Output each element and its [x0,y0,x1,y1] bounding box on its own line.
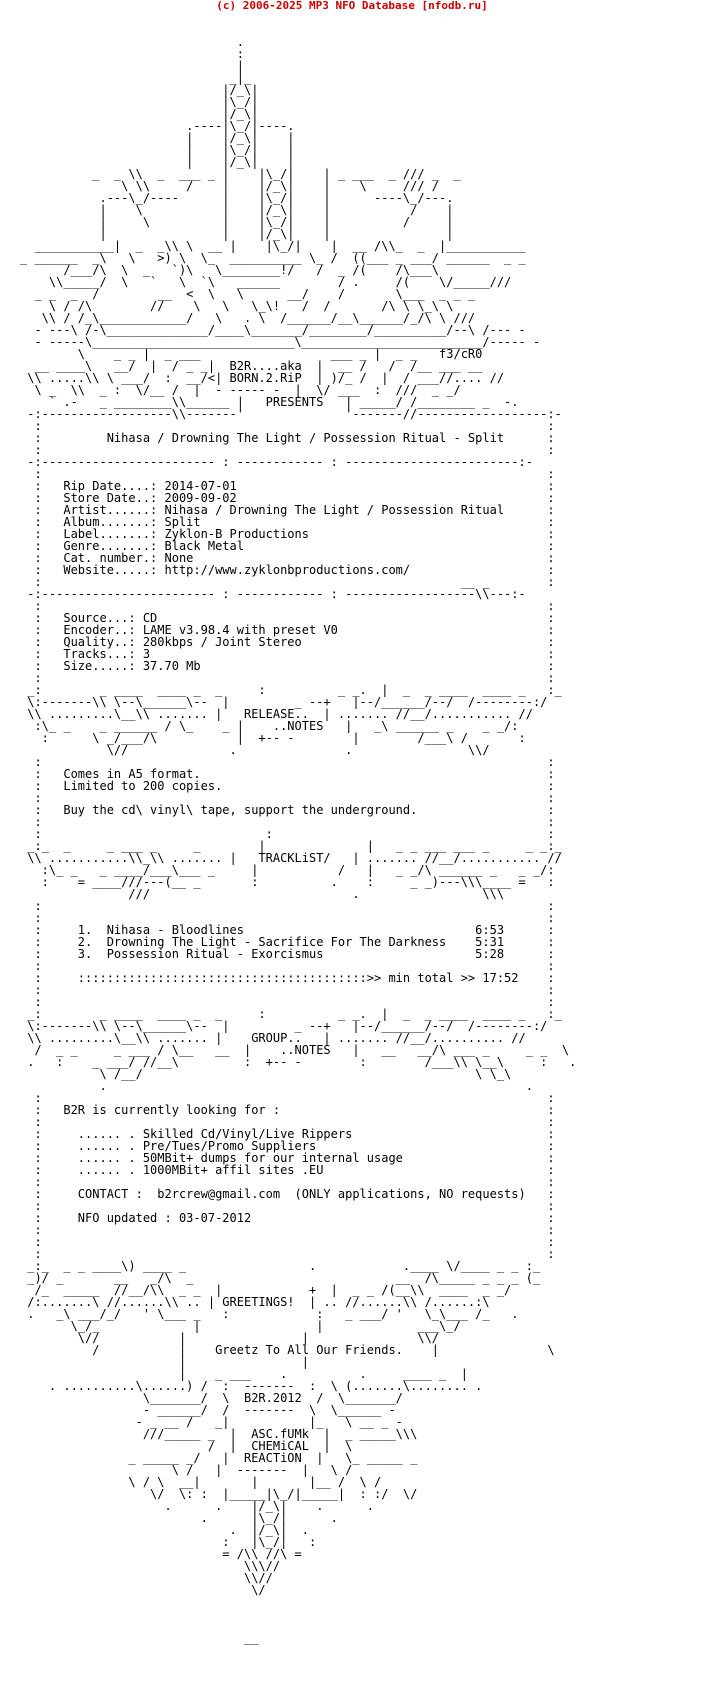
nfo-line: - -----\____________________________\_________________________/----- - [20,335,541,349]
nfo-line: : Genre.......: Black Metal : [20,539,555,553]
nfo-line: | | [20,1355,309,1369]
nfo-line: / | Greetz To All Our Friends. | \ [20,1343,555,1357]
nfo-line: : Label.......: Zyklon-B Productions : [20,527,555,541]
nfo-line: \\_____/ \ ` \ `\ ______ / . /( \/_____/// [20,275,512,289]
nfo-line: : : [20,899,555,913]
nfo-line: : NFO updated : 03-07-2012 : [20,1211,555,1225]
nfo-line: : : [20,1115,555,1129]
nfo-line: : ...... . Pre/Tues/Promo Suppliers : [20,1139,555,1153]
nfo-line: : [20,47,244,61]
nfo-line: \\ .....\\ \ ___/ : __/<| BORN.2.RiP | )/_ / | / ___//.... // [20,371,505,385]
nfo-line: : : [20,419,555,433]
nfo-line: \ \\ / | |/_\| | \ /// / [20,179,440,193]
nfo-line: \ _ _ | _ ___ ___ _ | _ _ f3/cR0 [20,347,483,361]
nfo-line: _: _ ____ ____ _ _ : _ _. | _ _ ____ ____ _ :_ [20,683,562,697]
nfo-line: : : [20,1175,555,1189]
nfo-line: . [20,35,244,49]
nfo-line: . . [20,1079,533,1093]
nfo-line: | \ | |/_\| | / | [20,203,454,217]
nfo-line: : |\_/| : [20,1535,317,1549]
nfo-line: : ::::::::::::::::::::::::::::::::::::::::>> min total >> 17:52 : [20,971,555,985]
nfo-line: . _\ ___/_/ ' \___ _ : : _ ___/ ' \_\___ /_ . [20,1307,519,1321]
nfo-line: /// . \\\ [20,887,505,901]
nfo-line: : Album.......: Split : [20,515,555,529]
nfo-line: .----|\_/|----. [20,119,295,133]
nfo-line: _)/ _ __ _/\ _ __ /\_____ _ _ _ (_ [20,1271,541,1285]
nfo-line: : : [20,755,555,769]
nfo-line: \\ ...........\\_\\ ....... | TRACKLiST/ | ....... //__/........... // [20,851,562,865]
nfo-line: = /\\ //\ = [20,1547,302,1561]
nfo-line: : : [20,671,555,685]
nfo-line: \:-------\\ \--\______\-- | _ --+ |--/______/--/ /--------:/ [20,695,548,709]
nfo-line: : Comes in A5 format. : [20,767,555,781]
nfo-line: : Encoder..: LAME v3.98.4 with preset V0 : [20,623,555,637]
nfo-line: : 3. Possession Ritual - Exorcismus 5:28 : [20,947,555,961]
nfo-line: _: _ ____ ____ _ _ : _ _. | _ _ ____ ____ _ :_ [20,1007,562,1021]
nfo-line: \\ / /_\____________/ \ . \ /______/__\______/_/\ \ /// [20,311,476,325]
nfo-line: \/ [20,1583,266,1597]
nfo-line: _ _ \\ _ ___ _ | |\_/| | _ ___ _ /// _ _ [20,167,461,181]
nfo-line: . |/_\| . [20,1523,309,1537]
nfo-line: : Cat. number.: None : [20,551,555,565]
nfo-line: __ [20,1631,259,1645]
nfo-line: : : [20,1235,555,1249]
nfo-line: : : [20,1091,555,1105]
nfo-line: \\// [20,1571,273,1585]
nfo-line: .---\_/---- | |\_/| | ----\_/---. [20,191,454,205]
nfo-line: /___/\ \ _ `)\ \________!/ / _ /( /\___\ [20,263,440,277]
nfo-line: : CONTACT : b2rcrew@gmail.com (ONLY applications, NO requests) : [20,1187,555,1201]
nfo-line: - _ __ / _| |_ \ __ _ - [20,1415,403,1429]
nfo-line: / | CHEMiCAL | \ [20,1439,353,1453]
nfo-line: | |/_\| | [20,131,295,145]
nfo-line: /_ _____ //__/\\ _ _ | + | _ _ /(__\\ ____ _ _/ [20,1283,512,1297]
nfo-line: : __ _ : [20,575,555,589]
nfo-line: -:------------------\\-------' '-------//------------------:- [20,407,562,421]
nfo-line: ///_____ _ | ASC.fUMk | _ _____\\\ [20,1427,418,1441]
nfo-line: : : [20,791,555,805]
nfo-line: :\_ _ _ ____/___\___ _ | / | _ _/\ ______ _ _ _/: [20,863,555,877]
nfo-line: | \ | |\_/| | / | [20,215,454,229]
nfo-line: : Artist......: Nihasa / Drowning The Light / Possession Ritual : [20,503,555,517]
nfo-line: \ / | ------- | \ / [20,1463,353,1477]
nfo-line: | _ ___ . . ____ _ | [20,1367,468,1381]
nfo-line: - ---\ /-\______________/____\_______/________/__________/--\ /--- - [20,323,526,337]
nfo-line: . |\_/| . [20,1511,338,1525]
nfo-line: \// | | \\/ [20,1331,440,1345]
nfo-line: . ..........\......) / : ------- : \ (.......\........ . [20,1379,483,1393]
nfo-line: _ ______ _\ \ >) \ \_ __________ \_ / ((___ _ ___/ ______ _ _ [20,251,526,265]
nfo-line: -:------------------------ : ------------ : ------------------\\---:- [20,587,526,601]
nfo-ascii-art [20,12,576,1644]
nfo-line: : \ _/___/\ | +-- - | /___\ / : [20,731,526,745]
nfo-line: \ /__/ \ \_\ [20,1067,512,1081]
nfo-line: . : _ ___/ //__\ : +-- - : /___\\ \__\ : . [20,1055,577,1069]
nfo-line: - ______/ / ------- \ \______ - [20,1403,396,1417]
nfo-line: -:------------------------ : ------------ : ------------------------:- [20,455,533,469]
nfo-line: ` .- _ ________\\______ | PRESENTS | _____/ /________ _ -. [20,395,519,409]
nfo-line: : Buy the cd\ vinyl\ tape, support the underground. : [20,803,555,817]
nfo-line: / _ _ _ ___ / \__ __ | ..NOTES | __ __/\ ___ _ _ _ \ [20,1043,570,1057]
nfo-line: \_______/ \ B2R.2012 / \_______/ [20,1391,403,1405]
nfo-line: : : [20,443,555,457]
nfo-line: \ / \ __| | |__ / \ / [20,1475,382,1489]
nfo-line: : 1. Nihasa - Bloodlines 6:53 : [20,923,555,937]
nfo-line: |/_\| [20,107,259,121]
nfo-line: : : [20,959,555,973]
nfo-line: | | |/_\| | | [20,227,454,241]
nfo-line: : Tracks...: 3 : [20,647,555,661]
nfo-line: : Nihasa / Drowning The Light / Possession Ritual - Split : [20,431,555,445]
nfo-line: _ _ _ / __ < \ \ __/ / \___ _ _ _ [20,287,476,301]
nfo-line: _:_ _ _ ____\) ____ _ . .____ \/____ _ _ :_ [20,1259,541,1273]
nfo-line: : : [20,1199,555,1213]
nfo-line: : ...... . 50MBit+ dumps for our internal usage : [20,1151,555,1165]
nfo-line: \ _ \\ _ : \/__ / | - ----- - | \/ ___ : /// _ _/ [20,383,461,397]
nfo-line: : Store Date..: 2009-09-02 : [20,491,555,505]
nfo-line: : Quality..: 280kbps / Joint Stereo : [20,635,555,649]
nfo-line: \_/_ | | ___\_/ [20,1319,461,1333]
nfo-line: : Limited to 200 copies. : [20,779,555,793]
nfo-line: \\\// [20,1559,281,1573]
site-header: (c) 2006-2025 MP3 NFO Database [nfodb.ru] [216,0,488,12]
nfo-line: _ _____ _/ | REACTiON | \_ _____ _ [20,1451,418,1465]
nfo-line: \// . . \\/ [20,743,490,757]
nfo-line: |\_/| [20,95,259,109]
nfo-line: : Rip Date....: 2014-07-01 : [20,479,555,493]
nfo-line: | |/_\| | [20,155,295,169]
nfo-line: : : [20,983,555,997]
nfo-line: \/ \: : |_____|\_/|_____| : :/ \/ [20,1487,418,1501]
nfo-line: : ...... . Skilled Cd/Vinyl/Live Rippers : [20,1127,555,1141]
nfo-line: : : [20,1223,555,1237]
nfo-line: : : : [20,827,555,841]
nfo-line: \ / /\ // \ \ \_\! / / /\ \ \_\ \ [20,299,454,313]
nfo-line: : : [20,911,555,925]
nfo-line: : Website.....: http://www.zyklonbproductions.com/ : [20,563,555,577]
nfo-line: | |\_/| | [20,143,295,157]
nfo-line: : 2. Drowning The Light - Sacrifice For The Darkness 5:31 : [20,935,555,949]
nfo-line: : : [20,599,555,613]
nfo-line: : Source...: CD : [20,611,555,625]
nfo-line: : = ____///---(__ _ : . : _ _)---\\\____ = : [20,875,555,889]
nfo-line: \:-------\\ \--\______\-- | _ --+ |--/______/--/ /--------:/ [20,1019,548,1033]
nfo-line: __ ____\ __/ | / _ _| B2R....aka | __ / / /__ ___ __ [20,359,483,373]
nfo-line: |/_\| [20,83,259,97]
nfo-line: /:.......\ //......\\ .. | GREETINGS! | .. //......\\ /......:\ [20,1295,490,1309]
nfo-line: | [20,59,244,73]
nfo-line: : Size.....: 37.70 Mb : [20,659,555,673]
nfo-line: . . |/_\| . . [20,1499,375,1513]
nfo-line: : : [20,1247,555,1261]
nfo-line: : ...... . 1000MBit+ affil sites .EU : [20,1163,555,1177]
nfo-line: ___________| _ _\\ \ __ | |\_/| | __ /\\_ _ |___________ [20,239,526,253]
nfo-line: \\ .........\__\\ ....... | RELEASE.. | ....... //__/........... // [20,707,533,721]
nfo-line: : B2R is currently looking for : : [20,1103,555,1117]
nfo-line: \\ .........\__\\ ....... | GROUP.. | ....... //__/.......... // [20,1031,526,1045]
nfo-line: :\_ _ _ ______ / \_ _ | ..NOTES | _\ ______ _ _ _/: [20,719,519,733]
nfo-line: : : [20,815,555,829]
nfo-line: : : [20,467,555,481]
nfo-line: _|_ [20,71,252,85]
nfo-line: : : [20,995,555,1009]
nfo-line: _:_ _ _ ___ _ _ | | _ _ ___ ___ _ _ _:_ [20,839,562,853]
